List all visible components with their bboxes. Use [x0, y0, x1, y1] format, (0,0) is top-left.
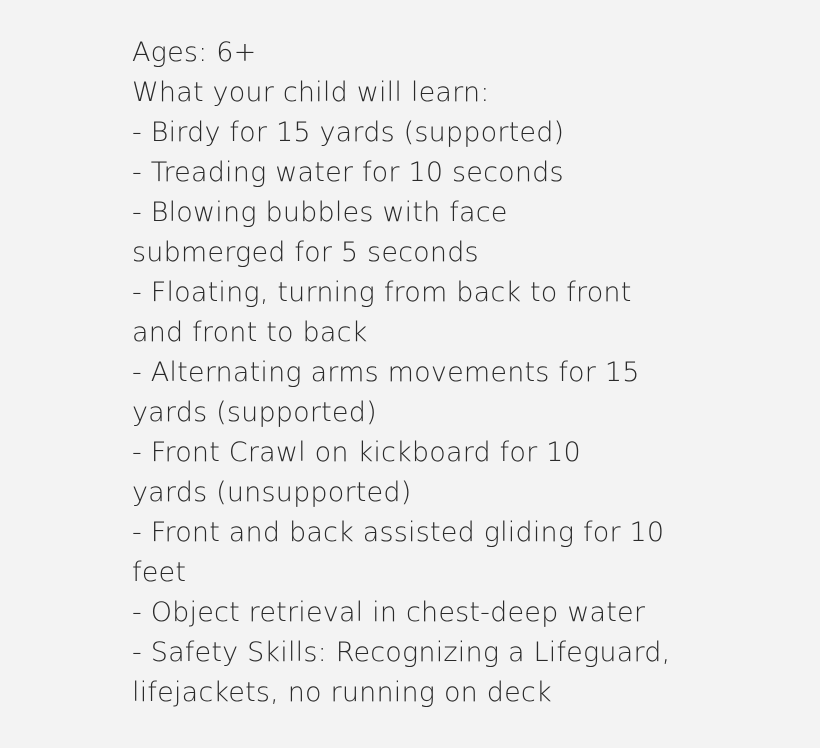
- skill-item: [132, 633, 752, 713]
- skill-item: [132, 113, 752, 153]
- skill-item-line: - Safety Skills: Recognizing a Lifeguard,: [132, 637, 671, 668]
- skill-item-line-continued: lifejackets, no running on deck: [132, 677, 552, 708]
- swim-lesson-description: [132, 33, 752, 713]
- skill-item: [132, 433, 752, 513]
- skill-item: [132, 353, 752, 433]
- skill-item-line: - Front and back assisted gliding for 10: [132, 517, 665, 548]
- skill-item-line: - Birdy for 15 yards (supported): [132, 117, 565, 148]
- skill-item-line: - Alternating arms movements for 15: [132, 357, 640, 388]
- intro-line: What your child will learn:: [132, 77, 490, 108]
- skill-item: [132, 593, 752, 633]
- skill-item-line-continued: yards (supported): [132, 397, 377, 428]
- skill-item: [132, 513, 752, 593]
- skill-item: [132, 153, 752, 193]
- skill-item: [132, 193, 752, 273]
- skill-item-line-continued: submerged for 5 seconds: [132, 237, 479, 268]
- skill-item: [132, 273, 752, 353]
- ages-line: Ages: 6+: [132, 37, 257, 68]
- skill-item-line: - Treading water for 10 seconds: [132, 157, 564, 188]
- skill-item-line: - Blowing bubbles with face: [132, 197, 508, 228]
- skill-item-line: - Front Crawl on kickboard for 10: [132, 437, 581, 468]
- skill-item-line-continued: and front to back: [132, 317, 368, 348]
- skill-item-line-continued: feet: [132, 557, 187, 588]
- skill-item-line: - Object retrieval in chest-deep water: [132, 597, 646, 628]
- skill-item-line-continued: yards (unsupported): [132, 477, 412, 508]
- skill-item-line: - Floating, turning from back to front: [132, 277, 632, 308]
